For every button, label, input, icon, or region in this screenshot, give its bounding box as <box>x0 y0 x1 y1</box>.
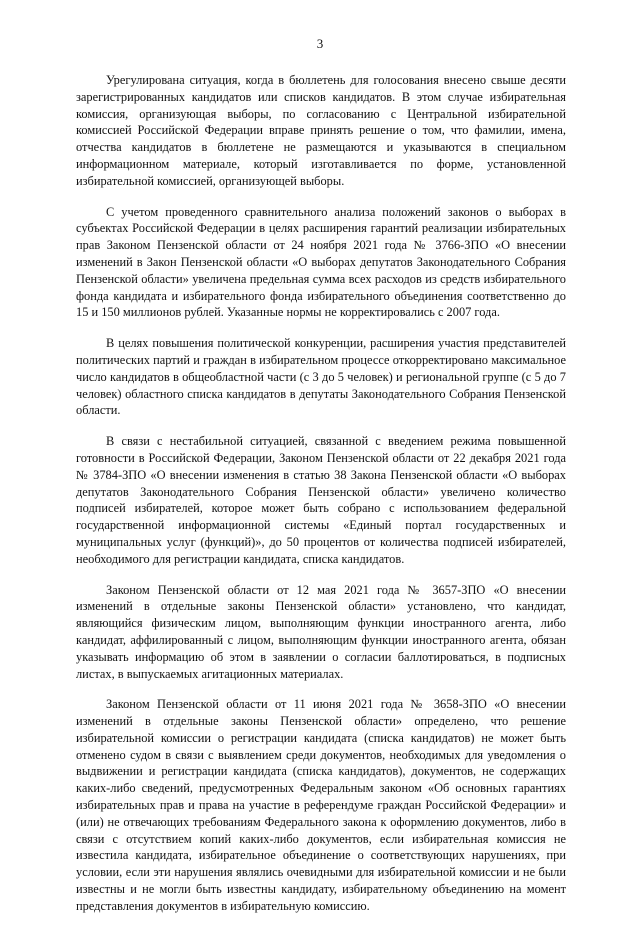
page-number: 3 <box>316 36 324 51</box>
paragraph-1: Урегулирована ситуация, когда в бюллетень для голосования внесено свыше десяти зарегистрированных кандидатов или списков кандидатов. В этом случае избирательная комиссия, организующая выборы, по согласованию с Центральной избирательной комиссией Российской Федерации вправе принять решение о том, что фамилии, имена, отчества кандидатов в бюллетене не размещаются и указываются в специальном информационном материале, который изготавливается по форме, установленной избирательной комиссией, организующей выборы. <box>76 73 566 188</box>
paragraph-3: В целях повышения политической конкуренции, расширения участия представителей политических партий и граждан в избирательном процессе откорректировано максимальное число кандидатов в общеобластной части (с 3 до 5 человек) и региональной группе (с 5 до 7 человек) областного списка кандидатов в депутаты Законодательного Собрания Пензенской области. <box>76 336 566 418</box>
document-body <box>76 72 566 929</box>
paragraph-5: Законом Пензенской области от 12 мая 2021 года № 3657-ЗПО «О внесении изменений в отдельные законы Пензенской области» установлено, что кандидат, являющийся физическим лицом, выполняющим функции иностранного агента, либо кандидат, аффилированный с лицом, выполняющим функции иностранного агента, обязан указывать информацию об этом в заявлении о согласии баллотироваться, в подписных листах, в выпускаемых агитационных материалах. <box>76 582 566 681</box>
paragraph-4: В связи с нестабильной ситуацией, связанной с введением режима повышенной готовности в Российской Федерации, Законом Пензенской области от 22 декабря 2021 года № 3784-ЗПО «О внесении изменения в статью 38 Закона Пензенской области «О выборах депутатов Законодательного Собрания Пензенской области» увеличено количество подписей избирателей, которое может быть собрано с использованием федеральной государственной информационной системы «Единый портал государственных и муниципальных услуг (функций)», до 50 процентов от количества подписей избирателей, необходимого для регистрации кандидата, списка кандидатов. <box>76 434 566 566</box>
paragraph-6: Законом Пензенской области от 11 июня 2021 года № 3658-ЗПО «О внесении изменений в отдельные законы Пензенской области» определено, что решение избирательной комиссии о регистрации кандидата (списка кандидатов) не может быть отменено судом в связи с выявлением среди документов, необходимых для уведомления о выдвижении и регистрации кандидата (списка кандидатов), документов, не содержащих каких-либо сведений, предусмотренных Федеральным законом «Об основных гарантиях избирательных прав и права на участие в референдуме граждан Российской Федерации» и (или) не отвечающих требованиям Федерального закона к оформлению документов, либо в связи с отсутствием копий каких-либо документов, если избирательная комиссия не известила кандидата, избирательное объединение о соответствующих нарушениях, при условии, если эти нарушения являлись очевидными для избирательной комиссии и не были известны и не могли быть известны кандидату, избирательному объединению на момент представления документов в избирательную комиссию. <box>76 697 566 913</box>
paragraph-2: С учетом проведенного сравнительного анализа положений законов о выборах в субъектах Российской Федерации в целях расширения гарантий реализации избирательных прав Законом Пензенской области от 24 ноября 2021 года № 3766-ЗПО «О внесении изменений в Закон Пензенской области «О выборах депутатов Законодательного Собрания Пензенской области» увеличена предельная сумма всех расходов из средств избирательного фонда кандидата и избирательного фонда избирательного объединения соответственно до 15 и 150 миллионов рублей. Указанные нормы не корректировались с 2007 года. <box>76 204 566 320</box>
